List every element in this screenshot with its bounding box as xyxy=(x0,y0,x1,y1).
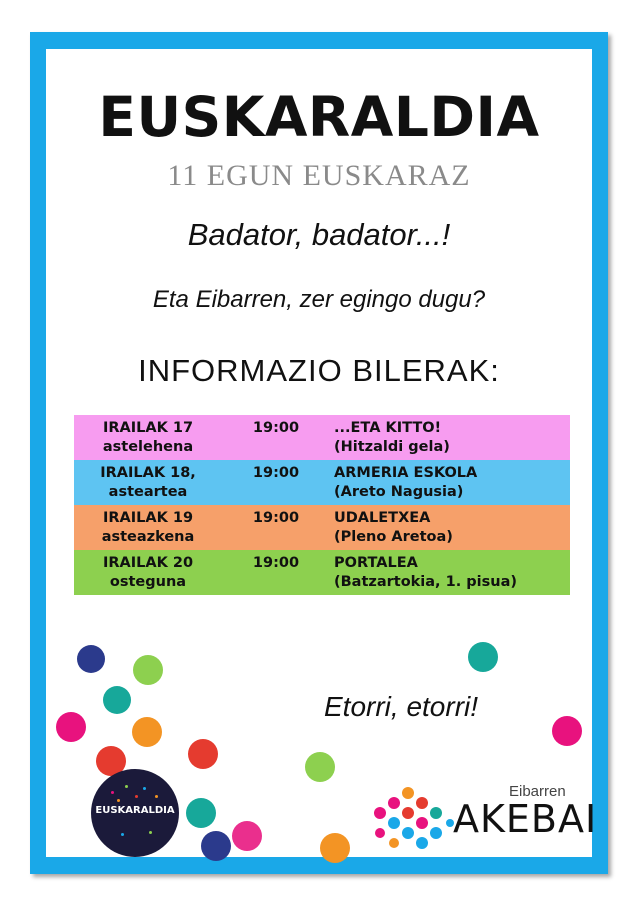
confetti-dot xyxy=(188,739,218,769)
confetti-dot xyxy=(132,717,162,747)
meeting-date-cell xyxy=(74,505,222,550)
meeting-place-cell xyxy=(330,460,570,505)
meeting-row xyxy=(74,460,570,505)
meeting-date-cell xyxy=(74,550,222,595)
meeting-place: UDALETXEA xyxy=(334,510,431,526)
akebai-logo-text: AKEBAI xyxy=(453,797,598,841)
akebai-logo-small-text: Eibarren xyxy=(509,783,566,800)
meeting-room: (Batzartokia, 1. pisua) xyxy=(334,574,517,590)
meeting-time: 19:00 xyxy=(252,510,300,526)
euskaraldia-logo xyxy=(91,769,179,857)
confetti-dot xyxy=(56,712,86,742)
poster-body xyxy=(46,49,598,857)
meeting-time: 19:00 xyxy=(252,420,300,436)
meeting-place-cell xyxy=(330,415,570,460)
meeting-time: 19:00 xyxy=(252,465,300,481)
confetti-dot xyxy=(77,645,105,673)
confetti-dot xyxy=(320,833,350,863)
meetings-heading: INFORMAZIO BILERAK: xyxy=(138,353,500,388)
meeting-row xyxy=(74,505,570,550)
confetti-dot xyxy=(468,642,498,672)
confetti-dot xyxy=(305,752,335,782)
poster-title: EUSKARALDIA xyxy=(98,85,540,149)
meeting-date: IRAILAK 20 xyxy=(102,555,194,571)
meeting-date-cell xyxy=(74,460,222,505)
meeting-time: 19:00 xyxy=(252,555,300,571)
meeting-place: ...ETA KITTO! xyxy=(334,420,442,436)
confetti-dot xyxy=(201,831,231,861)
meeting-room: (Areto Nagusia) xyxy=(334,484,464,500)
poster-subtitle: 11 EGUN EUSKARAZ xyxy=(167,159,471,192)
meeting-row xyxy=(74,550,570,595)
meeting-day: asteartea xyxy=(108,484,188,500)
meeting-place: ARMERIA ESKOLA xyxy=(334,465,478,481)
meeting-date: IRAILAK 17 xyxy=(102,420,194,436)
confetti-dot xyxy=(133,655,163,685)
akebai-mark-icon xyxy=(366,779,456,859)
closing-text: Etorri, etorri! xyxy=(324,691,479,722)
poster-frame xyxy=(30,32,608,874)
meeting-date: IRAILAK 18, xyxy=(100,465,196,481)
confetti-dot xyxy=(232,821,262,851)
confetti-dot xyxy=(103,686,131,714)
meetings-table xyxy=(74,415,570,595)
meeting-date: IRAILAK 19 xyxy=(102,510,194,526)
tagline-secondary: Eta Eibarren, zer egingo dugu? xyxy=(152,286,486,313)
meeting-row xyxy=(74,415,570,460)
meeting-room: (Hitzaldi gela) xyxy=(334,439,450,455)
meeting-day: asteazkena xyxy=(101,529,195,545)
meeting-date-cell xyxy=(74,415,222,460)
euskaraldia-logo-text: EUSKARALDIA xyxy=(95,805,175,816)
confetti-dot xyxy=(552,716,582,746)
meeting-day: astelehena xyxy=(102,439,194,455)
meeting-day: osteguna xyxy=(109,574,187,590)
confetti-dot xyxy=(186,798,216,828)
meeting-room: (Pleno Aretoa) xyxy=(334,529,453,545)
meeting-place: PORTALEA xyxy=(334,555,418,571)
meeting-place-cell xyxy=(330,505,570,550)
tagline-primary: Badator, badator...! xyxy=(187,217,451,252)
meeting-place-cell xyxy=(330,550,570,595)
